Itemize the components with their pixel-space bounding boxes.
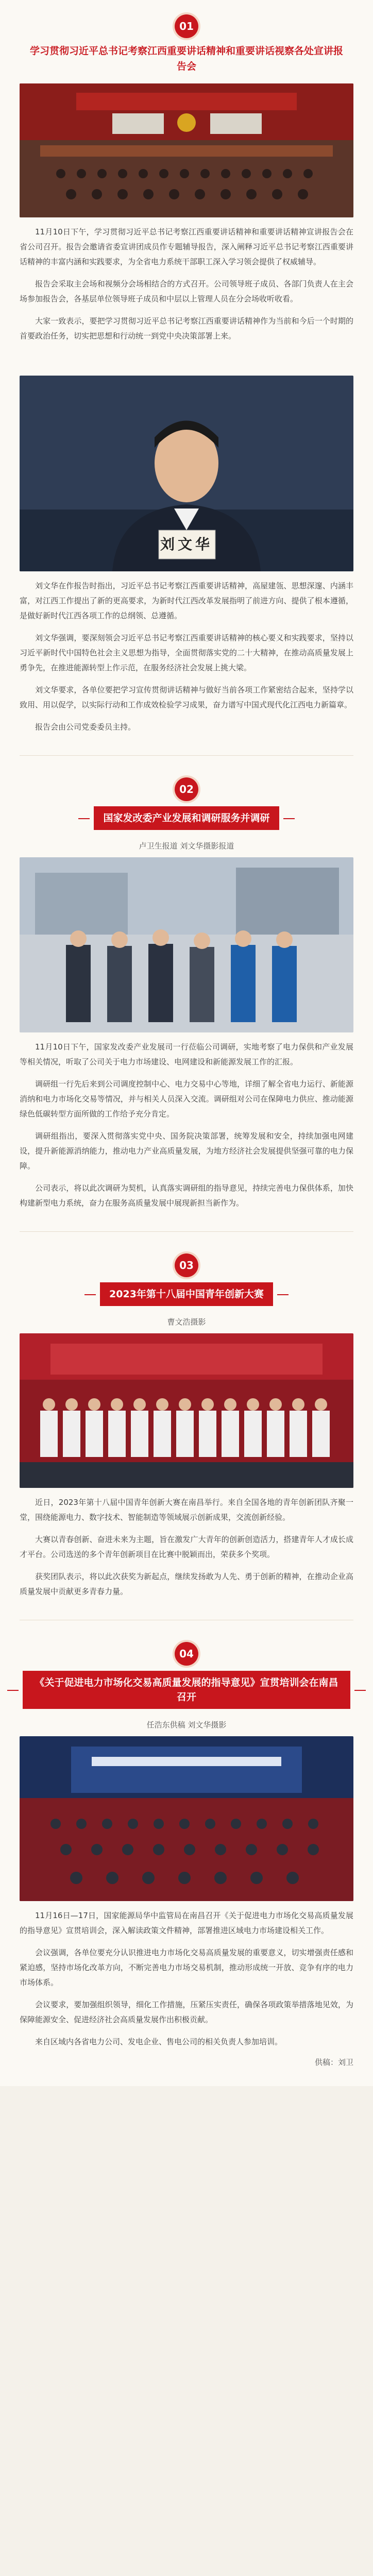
name-plate-label: 刘文华 [160, 536, 213, 553]
section-banner: 《关于促进电力市场化交易高质量发展的指导意见》宣贯培训会在南昌召开 [23, 1671, 350, 1709]
divider [20, 1231, 353, 1232]
byline: 任浩东供稿 刘文华摄影 [146, 1720, 227, 1730]
section-number-badge: 02 [175, 777, 198, 801]
paragraph: 调研组指出，要深入贯彻落实党中央、国务院决策部署，统筹发展和安全，持续加强电网建设，提升新能源消纳能力，推动电力产业高质量发展，为地方经济社会发展提供坚强可靠的电力保障。 [20, 1131, 353, 1171]
paragraph: 刘文华在作报告时指出，习近平总书记考察江西重要讲话精神，高屋建瓴、思想深邃、内涵丰富，对江西工作提出了新的更高要求，为新时代江西改革发展指明了前进方向、提供了根本遵循，是做好新时代江西各项工作的总纲领、总遵循。 [20, 581, 353, 620]
paragraph: 公司表示，将以此次调研为契机，认真落实调研组的指导意见，持续完善电力保供体系，加快构建新型电力系统，奋力在服务高质量发展中展现新担当新作为。 [20, 1183, 353, 1208]
section-5 [0, 1628, 373, 2086]
section-number-badge: 03 [175, 1253, 198, 1277]
paragraph: 调研组一行先后来到公司调度控制中心、电力交易中心等地，详细了解全省电力运行、新能源消纳和电力市场化交易等情况，并与相关人员深入交流。调研组对公司在保障电力供应、推动能源绿色低碳转型方面所做的工作给予充分肯定。 [20, 1079, 353, 1118]
paragraph: 11月10日下午，学习贯彻习近平总书记考察江西重要讲话精神和重要讲话精神宣讲报告会在省公司召开。报告会邀请省委宣讲团成员作专题辅导报告，深入阐释习近平总书记考察江西重要讲话精神的丰富内涵和实践要求，为全省电力系统干部职工深入学习领会提供了权威辅导。 [20, 227, 353, 266]
paragraph: 大家一致表示，要把学习贯彻习近平总书记考察江西重要讲话精神作为当前和今后一个时期的首要政治任务，切实把思想和行动统一到党中央决策部署上来。 [20, 316, 353, 341]
paragraph: 来自区域内各省电力公司、发电企业、售电公司的相关负责人参加培训。 [35, 2037, 283, 2046]
meeting-hall-photo [20, 83, 353, 217]
paragraph: 会议强调，各单位要充分认识推进电力市场化交易高质量发展的重要意义，切实增强责任感和紧迫感，坚持市场化改革方向，不断完善电力市场交易机制，推动形成统一开放、竞争有序的电力市场体系。 [20, 1948, 353, 1987]
author-credit: 供稿：刘卫 [314, 2058, 353, 2067]
paragraph: 获奖团队表示，将以此次获奖为新起点，继续发扬敢为人先、勇于创新的精神，在推动企业高质量发展中贡献更多青春力量。 [20, 1572, 353, 1596]
paragraph: 大赛以青春创新、奋进未来为主题，旨在激发广大青年的创新创造活力，搭建青年人才成长成才平台。公司选送的多个青年创新项目在比赛中脱颖而出，荣获多个奖项。 [20, 1535, 353, 1559]
paragraph: 刘文华要求，各单位要把学习宣传贯彻讲话精神与做好当前各项工作紧密结合起来，坚持学以致用、用以促学，以实际行动和工作成效检验学习成果，奋力谱写中国式现代化江西电力新篇章。 [20, 685, 353, 709]
speaker-photo [20, 376, 353, 571]
group-photo [20, 1333, 353, 1488]
section-banner: 国家发改委产业发展和调研服务并调研 [94, 806, 279, 830]
section-4 [0, 1239, 373, 1613]
paragraph: 刘文华强调，要深刻领会习近平总书记考察江西重要讲话精神的核心要义和实践要求，坚持以习近平新时代中国特色社会主义思想为指导，全面贯彻落实党的二十大精神，在推动高质量发展上勇争先，在推进能源转型上作示范，在服务经济社会发展上挑大梁。 [20, 633, 353, 672]
paragraph: 会议要求，要加强组织领导，细化工作措施，压紧压实责任，确保各项政策举措落地见效，为保障能源安全、促进经济社会高质量发展作出积极贡献。 [20, 2000, 353, 2024]
paragraph: 近日，2023年第十八届中国青年创新大赛在南昌举行。来自全国各地的青年创新团队齐聚一堂，围绕能源电力、数字技术、智能制造等领域展示创新成果，交流创新经验。 [20, 1498, 353, 1522]
conference-photo [20, 1736, 353, 1901]
paragraph: 11月10日下午，国家发改委产业发展司一行莅临公司调研，实地考察了电力保供和产业发展等相关情况，听取了公司关于电力市场建设、电网建设和新能源发展工作的汇报。 [20, 1042, 353, 1066]
site-visit-photo [20, 857, 353, 1032]
section-title: 学习贯彻习近平总书记考察江西重要讲话精神和重要讲话视察各处宣讲报告会 [29, 45, 343, 72]
divider [20, 755, 353, 756]
section-number-badge: 04 [175, 1642, 198, 1666]
section-1 [0, 0, 373, 357]
paragraph: 报告会由公司党委委员主持。 [35, 722, 136, 732]
paragraph: 报告会采取主会场和视频分会场相结合的方式召开。公司领导班子成员、各部门负责人在主会场参加报告会，各基层单位领导班子成员和中层以上管理人员在分会场收听收看。 [20, 279, 353, 303]
byline: 卢卫生报道 刘文华摄影报道 [139, 841, 234, 851]
section-3 [0, 763, 373, 1224]
byline: 曹文浩摄影 [167, 1317, 206, 1327]
section-number-badge: 01 [175, 14, 198, 38]
section-2 [0, 357, 373, 748]
paragraph: 11月16日—17日，国家能源局华中监管局在南昌召开《关于促进电力市场化交易高质量发展的指导意见》宣贯培训会，深入解读政策文件精神，部署推进区域电力市场建设相关工作。 [20, 1911, 353, 1935]
section-banner: 2023年第十八届中国青年创新大赛 [100, 1282, 273, 1306]
